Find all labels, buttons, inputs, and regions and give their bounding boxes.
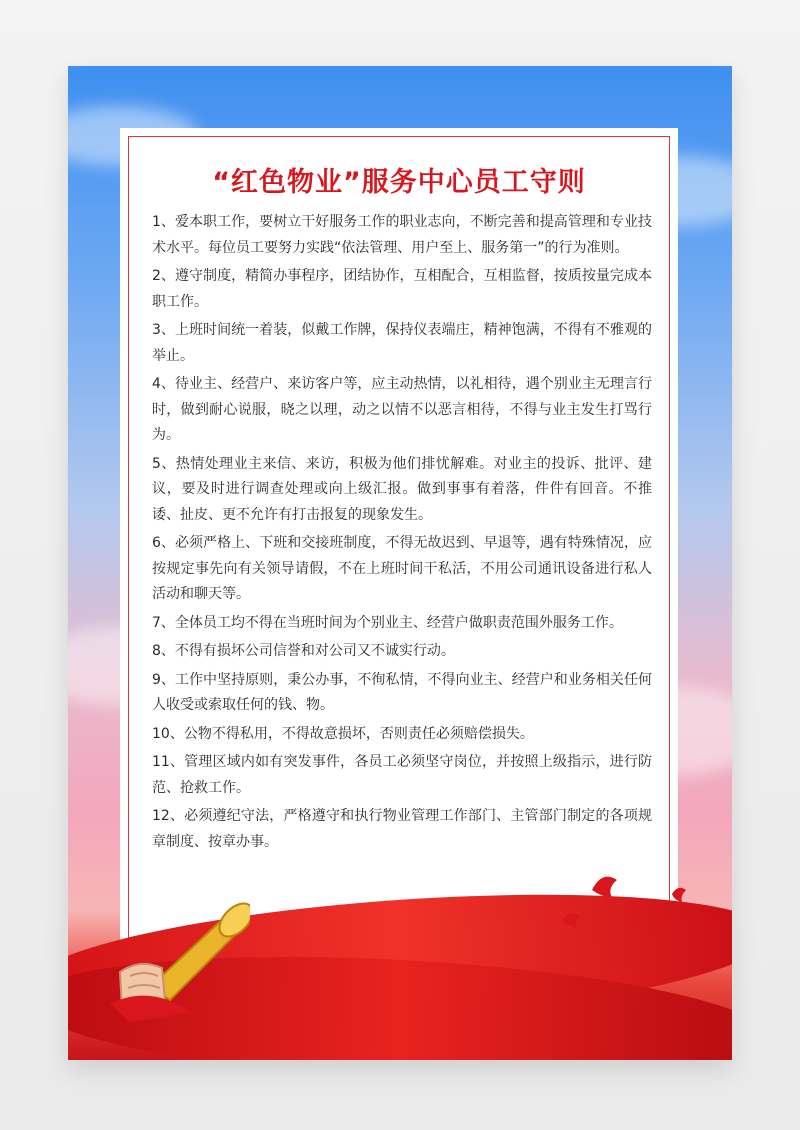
rule-item: 2、遵守制度，精简办事程序，团结协作，互相配合，互相监督，按质按量完成本职工作。	[152, 268, 652, 310]
rule-item: 8、不得有损坏公司信誉和对公司又不诚实行动。	[152, 643, 455, 659]
red-dove-icon	[562, 870, 692, 930]
rule-item: 11、管理区域内如有突发事件，各员工必须坚守岗位，并按照上级指示，进行防范、抢救工作。	[152, 754, 652, 796]
rule-item: 10、公物不得私用，不得故意损坏，否则责任必须赔偿损失。	[152, 725, 534, 742]
rule-item: 12、必须遵纪守法，严格遵守和执行物业管理工作部门、主管部门制定的各项规章制度、按章办事。	[152, 808, 652, 850]
page-title: “红色物业”服务中心员工守则	[212, 167, 586, 198]
rule-item: 9、工作中坚持原则，秉公办事，不徇私情，不得向业主、经营户和业务相关任何人收受或索取任何的钱、物。	[152, 671, 652, 713]
rules-list	[152, 210, 652, 858]
poster	[68, 66, 732, 1060]
rules-panel	[120, 128, 678, 946]
rule-item: 1、爱本职工作，要树立干好服务工作的职业志向，不断完善和提高管理和专业技术水平。每位员工要努力实践“依法管理、用户至上、服务第一”的行为准则。	[152, 214, 652, 256]
rule-item: 7、全体员工均不得在当班时间为个别业主、经营户做职责范围外服务工作。	[152, 614, 623, 631]
rule-item: 6、必须严格上、下班和交接班制度，不得无故迟到、早退等，遇有特殊情况，应按规定事先向有关领导请假，不在上班时间干私活，不用公司通讯设备进行私人活动和聊天等。	[152, 535, 652, 602]
rule-item: 3、上班时间统一着装，似戴工作牌，保持仪表端庄，精神饱满，不得有不雅观的举止。	[152, 322, 652, 364]
rule-item: 4、待业主、经营户、来访客户等，应主动热情，以礼相待，遇个别业主无理言行时，做到耐心说服，晓之以理，动之以情不以恶言相待，不得与业主发生打骂行为。	[152, 376, 652, 443]
golden-horn-with-fist-icon	[110, 892, 250, 1022]
rule-item: 5、热情处理业主来信、来访，积极为他们排忧解难。对业主的投诉、批评、建议，要及时进行调查处理或向上级汇报。做到事事有着落，件件有回音。不推诿、扯皮、更不允许有打击报复的现象发生。	[152, 455, 652, 523]
